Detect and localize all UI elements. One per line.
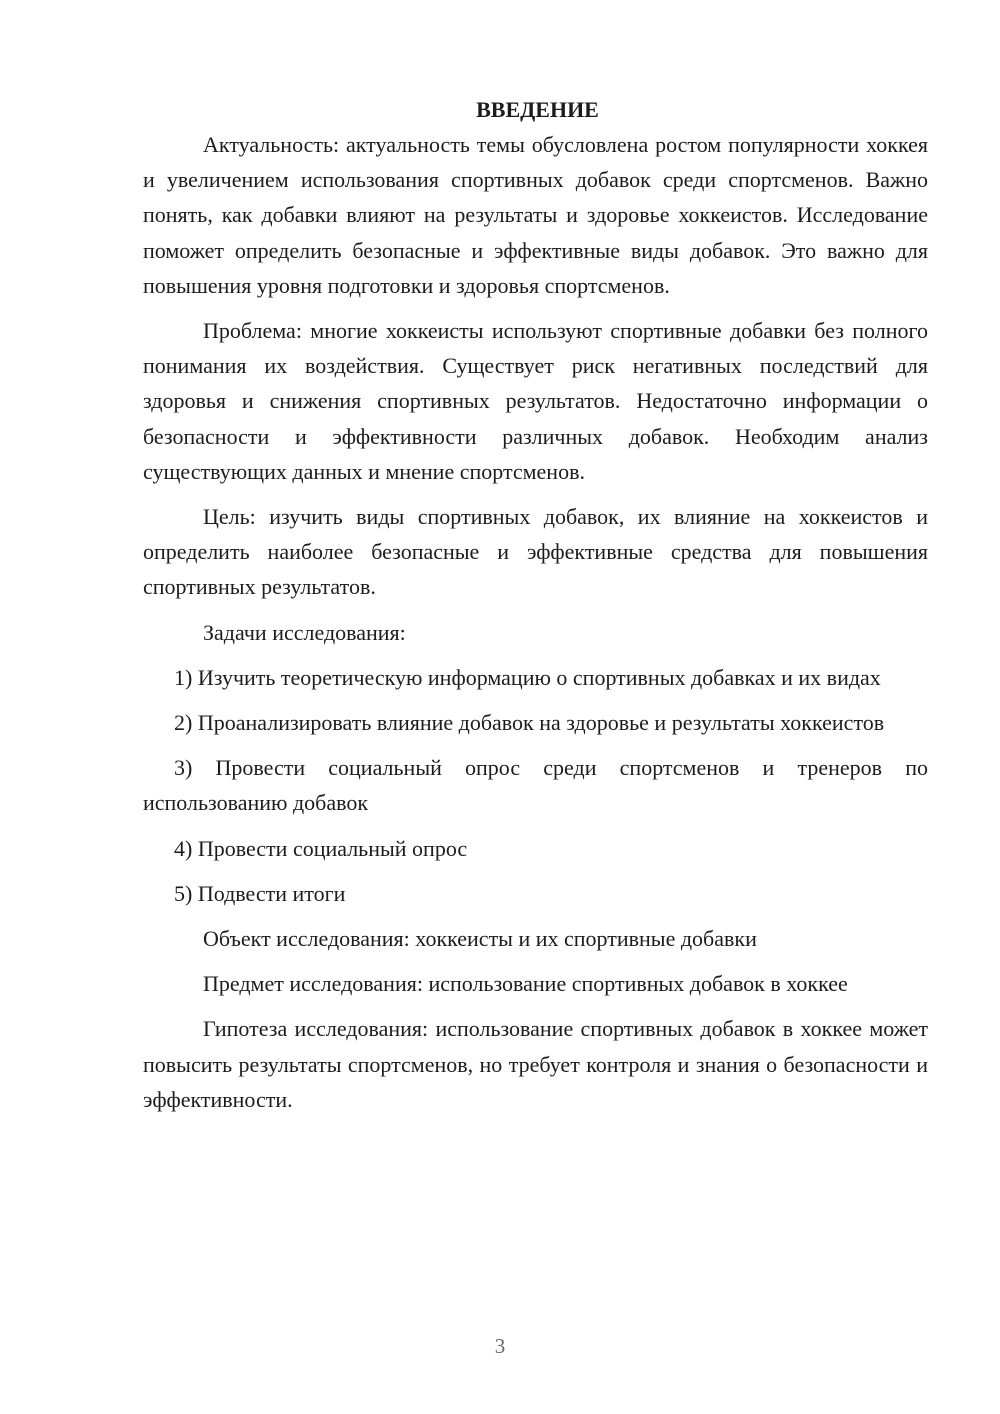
paragraph-subject: Предмет исследования: использование спортивных добавок в хоккее: [203, 971, 848, 997]
page-title: ВВЕДЕНИЕ: [476, 97, 599, 122]
paragraph-hypothesis: Гипотеза исследования: использование спортивных добавок в хоккее может повысить результаты спортсменов, но требует контроля и знания о безопасности и эффективности.: [143, 1016, 928, 1112]
paragraph-relevance: Актуальность: актуальность темы обусловлена ростом популярности хоккея и увеличением использования спортивных добавок среди спортсменов. Важно понять, как добавки влияют на результаты и здоровье хоккеистов. Исследование поможет определить безопасные и эффективные виды добавок. Это важно для повышения уровня подготовки и здоровья спортсменов.: [143, 132, 928, 298]
paragraph-object: Объект исследования: хоккеисты и их спортивные добавки: [203, 926, 757, 952]
task-item-1: 1) Изучить теоретическую информацию о спортивных добавках и их видах: [174, 664, 881, 690]
page-number: 3: [494, 1334, 506, 1358]
tasks-heading: Задачи исследования:: [203, 619, 406, 645]
task-item-5: 5) Подвести итоги: [174, 880, 346, 906]
task-item-4: 4) Провести социальный опрос: [174, 835, 468, 861]
task-item-2: 2) Проанализировать влияние добавок на здоровье и результаты хоккеистов: [174, 710, 885, 736]
paragraph-goal: Цель: изучить виды спортивных добавок, их влияние на хоккеистов и определить наиболее безопасные и эффективные средства для повышения спортивных результатов.: [143, 504, 928, 600]
document-body: [143, 92, 928, 1117]
task-item-3: 3) Провести социальный опрос среди спортсменов и тренеров по использованию добавок: [143, 755, 928, 816]
paragraph-problem: Проблема: многие хоккеисты используют спортивные добавки без полного понимания их воздействия. Существует риск негативных последствий для здоровья и снижения спортивных результатов. Недостаточно информации о безопасности и эффективности различных добавок. Необходим анализ существующих данных и мнение спортсменов.: [143, 318, 928, 484]
